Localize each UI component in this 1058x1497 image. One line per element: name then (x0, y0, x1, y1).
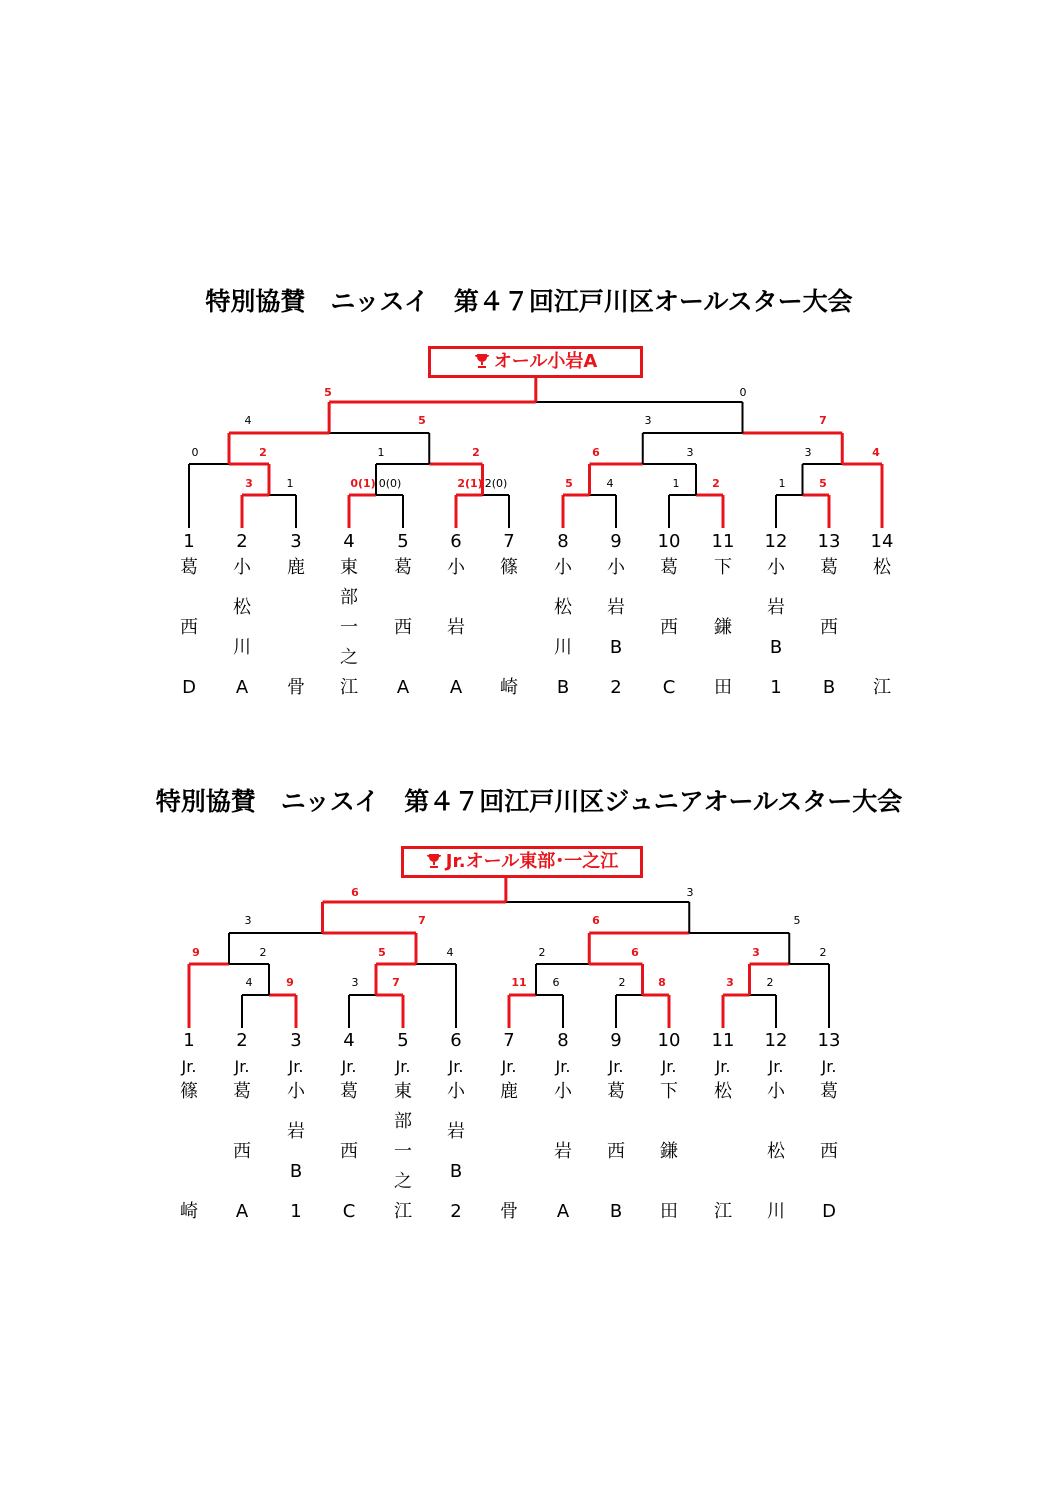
team-name-char: 之 (340, 647, 358, 668)
score-label: 3 (244, 914, 252, 927)
team-name-char: 西 (340, 1141, 358, 1162)
score-label: 3 (726, 976, 734, 989)
score-label: 3 (686, 446, 694, 459)
team-name-char: 川 (554, 637, 572, 658)
team-name-char: 松 (233, 597, 251, 618)
team-name-char: D (822, 1201, 836, 1222)
team-number: 11 (711, 1030, 735, 1051)
team-name-char: 鎌 (714, 617, 732, 638)
team-name-char: 1 (290, 1201, 302, 1222)
team-name-char: Jr. (768, 1057, 784, 1076)
team-name-char: 小 (447, 1081, 465, 1102)
team-number: 5 (397, 1030, 409, 1051)
team-number: 7 (503, 1030, 515, 1051)
score-label: 2 (766, 976, 774, 989)
team-name-char: 江 (394, 1201, 412, 1222)
team-name-char: A (556, 1201, 570, 1222)
team-name-char: 岩 (447, 1121, 465, 1142)
team-name-char: 東 (394, 1081, 412, 1102)
score-label: 0(1) (350, 477, 376, 490)
team-name-char: 西 (660, 617, 678, 638)
team-name-char: 西 (607, 1141, 625, 1162)
score-label: 8 (658, 976, 666, 989)
team-name-char: A (235, 1201, 249, 1222)
team-number: 3 (290, 531, 302, 552)
team-number: 1 (183, 531, 195, 552)
team-number: 2 (236, 531, 248, 552)
score-label: 0(0) (378, 477, 402, 490)
team-name-char: 葛 (340, 1081, 358, 1102)
team-name-char: 之 (394, 1171, 412, 1192)
team-number: 13 (817, 531, 841, 552)
score-label: 6 (631, 946, 639, 959)
team-name-char: 葛 (233, 1081, 251, 1102)
tournament-2-title: 特別協賛 ニッスイ 第４７回江戸川区ジュニアオールスター大会 (155, 787, 903, 816)
score-label: 9 (192, 946, 200, 959)
team-name-char: 田 (714, 677, 732, 698)
team-name-char: Jr. (715, 1057, 731, 1076)
score-label: 4 (244, 414, 252, 427)
team-name-char: 下 (714, 557, 732, 578)
team-number: 3 (290, 1030, 302, 1051)
score-label: 6 (351, 886, 359, 899)
team-name-char: 岩 (554, 1141, 572, 1162)
team-number: 12 (764, 1030, 788, 1051)
team-name-char: B (609, 637, 623, 658)
team-number: 4 (343, 1030, 355, 1051)
score-label: 6 (592, 914, 600, 927)
score-label: 5 (418, 414, 426, 427)
score-label: 5 (565, 477, 573, 490)
team-name-char: 西 (394, 617, 412, 638)
score-label: 2 (538, 946, 546, 959)
team-name-char: 骨 (287, 677, 305, 698)
team-number: 4 (343, 531, 355, 552)
team-name-char: 一 (394, 1141, 412, 1162)
score-label: 6 (552, 976, 560, 989)
score-label: 1 (778, 477, 786, 490)
team-name-char: Jr. (608, 1057, 624, 1076)
team-number: 6 (450, 1030, 462, 1051)
team-name-char: B (289, 1161, 303, 1182)
score-label: 3 (644, 414, 652, 427)
team-name-char: Jr. (288, 1057, 304, 1076)
score-label: 7 (418, 914, 426, 927)
team-name-char: 葛 (660, 557, 678, 578)
team-number: 8 (557, 531, 569, 552)
score-label: 6 (592, 446, 600, 459)
score-label: 2(1) (457, 477, 483, 490)
score-label: 5 (793, 914, 801, 927)
score-label: 1 (672, 477, 680, 490)
team-name-char: 鹿 (287, 557, 305, 578)
score-label: 1 (377, 446, 385, 459)
score-label: 3 (804, 446, 812, 459)
team-name-char: 小 (287, 1081, 305, 1102)
team-name-char: 岩 (607, 597, 625, 618)
team-number: 6 (450, 531, 462, 552)
score-label: 2 (819, 946, 827, 959)
team-name-char: 西 (233, 1141, 251, 1162)
team-name-char: 小 (554, 1081, 572, 1102)
score-label: 7 (819, 414, 827, 427)
team-name-char: A (396, 677, 410, 698)
score-label: 2 (712, 477, 720, 490)
team-name-char: 東 (340, 557, 358, 578)
team-name-char: 葛 (820, 1081, 838, 1102)
team-name-char: Jr. (181, 1057, 197, 1076)
team-number: 2 (236, 1030, 248, 1051)
team-name-char: 鎌 (660, 1141, 678, 1162)
score-label: 3 (686, 886, 694, 899)
team-name-char: Jr. (555, 1057, 571, 1076)
score-label: 0 (739, 386, 747, 399)
score-label: 4 (446, 946, 454, 959)
team-name-char: 松 (767, 1141, 785, 1162)
team-name-char: 川 (233, 637, 251, 658)
team-number: 12 (764, 531, 788, 552)
team-name-char: 葛 (180, 557, 198, 578)
team-name-char: 西 (820, 1141, 838, 1162)
team-name-char: Jr. (234, 1057, 250, 1076)
team-number: 9 (610, 531, 622, 552)
team-number: 1 (183, 1030, 195, 1051)
team-number: 10 (657, 1030, 681, 1051)
team-name-char: 小 (554, 557, 572, 578)
team-number: 13 (817, 1030, 841, 1051)
score-label: 4 (245, 976, 253, 989)
team-name-char: Jr. (395, 1057, 411, 1076)
team-name-char: 葛 (820, 557, 838, 578)
team-name-char: 小 (447, 557, 465, 578)
score-label: 7 (392, 976, 400, 989)
score-label: 2 (259, 446, 267, 459)
team-name-char: B (556, 677, 570, 698)
team-name-char: 岩 (287, 1121, 305, 1142)
team-name-char: 川 (767, 1201, 785, 1222)
team-number: 11 (711, 531, 735, 552)
team-name-char: 部 (340, 587, 358, 608)
team-name-char: 小 (767, 1081, 785, 1102)
team-name-char: 2 (450, 1201, 462, 1222)
team-number: 7 (503, 531, 515, 552)
score-label: 9 (286, 976, 294, 989)
team-number: 10 (657, 531, 681, 552)
team-number: 8 (557, 1030, 569, 1051)
score-label: 5 (819, 477, 827, 490)
team-name-char: 西 (820, 617, 838, 638)
team-name-char: 篠 (180, 1081, 198, 1102)
team-name-char: 一 (340, 617, 358, 638)
team-name-char: 岩 (767, 597, 785, 618)
team-name-char: 江 (340, 677, 358, 698)
team-name-char: 崎 (500, 677, 518, 698)
tournament-2-champion: Jr.オール東部･一之江 (445, 851, 619, 872)
team-name-char: C (662, 677, 676, 698)
team-name-char: 江 (873, 677, 891, 698)
score-label: 4 (872, 446, 880, 459)
tournament-1-title: 特別協賛 ニッスイ 第４７回江戸川区オールスター大会 (205, 287, 853, 316)
team-name-char: 西 (180, 617, 198, 638)
team-name-char: 葛 (607, 1081, 625, 1102)
score-label: 3 (351, 976, 359, 989)
team-name-char: 小 (607, 557, 625, 578)
team-number: 14 (870, 531, 894, 552)
team-name-char: 小 (767, 557, 785, 578)
team-name-char: 江 (714, 1201, 732, 1222)
team-name-char: B (822, 677, 836, 698)
team-name-char: 田 (660, 1201, 678, 1222)
team-name-char: 岩 (447, 617, 465, 638)
team-name-char: 1 (770, 677, 782, 698)
team-name-char: B (449, 1161, 463, 1182)
team-name-char: A (449, 677, 463, 698)
tournament-1-champion: オール小岩A (493, 351, 598, 372)
score-label: 2(0) (484, 477, 508, 490)
team-name-char: A (235, 677, 249, 698)
team-name-char: Jr. (501, 1057, 517, 1076)
score-label: 1 (286, 477, 294, 490)
team-name-char: 2 (610, 677, 622, 698)
team-name-char: Jr. (448, 1057, 464, 1076)
team-name-char: Jr. (661, 1057, 677, 1076)
score-label: 3 (245, 477, 253, 490)
score-label: 5 (324, 386, 332, 399)
score-label: 2 (618, 976, 626, 989)
team-name-char: 葛 (394, 557, 412, 578)
score-label: 2 (472, 446, 480, 459)
team-name-char: 部 (394, 1111, 412, 1132)
team-name-char: 鹿 (500, 1081, 518, 1102)
team-name-char: 松 (873, 557, 891, 578)
team-number: 5 (397, 531, 409, 552)
team-name-char: 篠 (500, 557, 518, 578)
score-label: 3 (752, 946, 760, 959)
team-number: 9 (610, 1030, 622, 1051)
team-name-char: D (182, 677, 196, 698)
score-label: 2 (259, 946, 267, 959)
team-name-char: 小 (233, 557, 251, 578)
team-name-char: B (609, 1201, 623, 1222)
score-label: 4 (606, 477, 614, 490)
team-name-char: 松 (714, 1081, 732, 1102)
score-label: 0 (191, 446, 199, 459)
team-name-char: Jr. (821, 1057, 837, 1076)
score-label: 5 (378, 946, 386, 959)
team-name-char: 下 (660, 1081, 678, 1102)
team-name-char: B (769, 637, 783, 658)
team-name-char: 松 (554, 597, 572, 618)
team-name-char: C (342, 1201, 356, 1222)
score-label: 11 (511, 976, 527, 989)
team-name-char: Jr. (341, 1057, 357, 1076)
team-name-char: 骨 (500, 1201, 518, 1222)
team-name-char: 崎 (180, 1201, 198, 1222)
